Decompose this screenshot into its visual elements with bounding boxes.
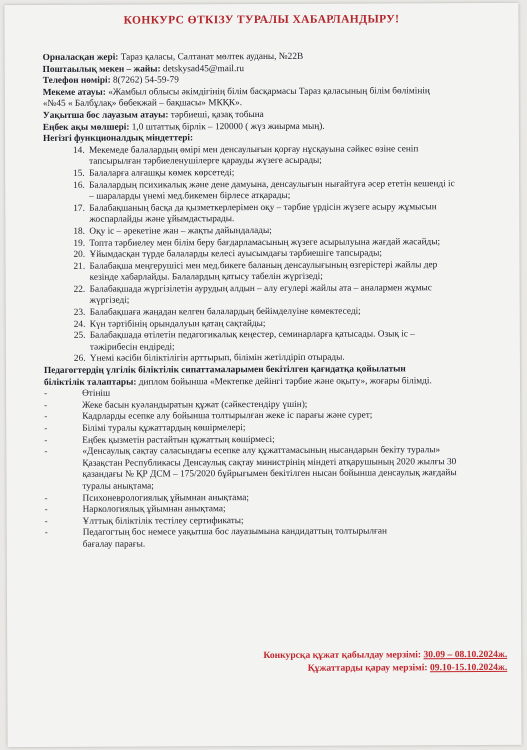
document-sheet [4, 3, 521, 747]
list-dash: - [44, 505, 48, 516]
duty-number: 20. [73, 249, 86, 260]
deadline-review-label: Құжаттарды қарау мерзімі: [307, 662, 430, 674]
duty-number: 15. [73, 168, 85, 179]
duty-text: Балабақшада өтілетін педагогикалық кеңестер, семинарларға қатысады. Озық іс – [89, 329, 415, 342]
duty-text: Балаларға алғашқы көмек көрсетеді; [89, 168, 235, 179]
duty-text: кезінде хабарлайды. Балалардың қатысу табелін жүргізеді; [89, 272, 323, 284]
duty-text: Топта тәрбиелеу мен білім беру бағдарламасының жүзеге асырылуына жағдай жасайды; [89, 236, 441, 249]
list-dash: - [44, 400, 48, 411]
duty-text: Оқу іс – әрекетіне жан – жақты дайындалады; [89, 225, 272, 237]
deadline-accept-date: 30.09 – 08.10.2024ж. [423, 648, 508, 661]
info-label: Уақытша бос лауазым атауы: [42, 110, 169, 121]
duty-number: 23. [73, 307, 86, 318]
duty-item [43, 178, 509, 203]
info-value: тәрбиеші, қазақ тобына [168, 109, 264, 121]
list-dash: - [44, 435, 48, 446]
list-dash: - [44, 516, 48, 527]
document-text: туралы анықтама; [82, 481, 154, 492]
list-dash: - [44, 423, 48, 434]
document-item [44, 445, 510, 493]
duty-item [44, 329, 510, 354]
documents-list [44, 387, 511, 551]
info-block [43, 51, 509, 146]
duty-text: Балабақшаға жаңадан келген балалардың бейімделуіне көмектеседі; [89, 306, 361, 318]
document-text: Жеке басын куәландыратын құжат (сәйкестендіру үшін); [82, 399, 308, 411]
duty-number: 24. [73, 319, 86, 330]
info-label: Телефон нөмірі: [42, 75, 111, 87]
info-label: Мекеме атауы: [42, 87, 106, 98]
document-text: Ұлттық біліктілік тестілеу сертификаты; [82, 515, 244, 527]
list-dash: - [44, 493, 48, 504]
page-title: КОНКУРС ӨТКІЗУ ТУРАЛЫ ХАБАРЛАНДЫРУ! [123, 13, 400, 27]
info-value: Тараз қаласы, Салтанат мөлтек ауданы, №22В [118, 51, 304, 63]
duty-number: 26. [73, 354, 86, 365]
document-item [45, 526, 511, 551]
duty-text: Балалардың психикалық және дене дамуына, денсаулығын нығайтуға әсер ететін кешенді іс [89, 178, 455, 191]
deadline-accept [177, 649, 507, 661]
duty-item [44, 352, 510, 366]
document-body [43, 51, 511, 552]
deadline-review [177, 662, 507, 674]
info-label: Негізгі функционалдық міндеттері: [42, 133, 194, 145]
duty-text: Балабақша меңгерушісі мен мед.бикеге баланың денсаулығының өзгерістері жайлы дер [89, 259, 438, 272]
document-text: Педагогтың бос немесе уақытша бос лауазымына кандидаттың толтырылған [82, 526, 387, 539]
document-text: Наркологиялық ұйымнан анықтама; [82, 504, 226, 515]
duties-list [43, 144, 510, 366]
info-value: «№45 « Балбұлақ» бөбекжай – бақшасы» МКҚК». [42, 98, 243, 110]
duty-text: – шараларды үнемі мед.бикемен бірлесе атқарады; [89, 191, 291, 202]
duty-item [44, 283, 510, 308]
list-dash: - [44, 528, 48, 539]
duty-number: 17. [73, 203, 85, 214]
deadline-accept-label: Конкурсқа құжат қабылдау мерзімі: [263, 649, 424, 662]
document-text: Білімі туралы құжаттардың көшірмелері; [82, 423, 246, 434]
duty-text: Мекемеде балалардың өмірі мен денсаулығын қорғау нұсқауына сәйкес өзіне сеніп [88, 144, 419, 156]
duty-text: Балабақшада жүргізілетін аурудың алдын – алу егулері жайлы ата – аналармен жұмыс [89, 283, 432, 295]
duty-number: 16. [73, 180, 85, 191]
document-text: Кадрларды есепке алу бойынша толтырылған жеке іс парағы және сурет; [82, 410, 373, 423]
duty-text: жүргізеді; [89, 296, 130, 307]
document-text: бағалау парағы. [82, 539, 146, 550]
duty-number: 19. [73, 238, 86, 249]
info-value: 1,0 штаттық бірлік – 120000 ( жүз жиырма мың). [129, 121, 325, 133]
document-text: қазандағы № ҚР ДСМ – 175/2020 бұйрығымен бекітілген нысан бойынша денсаулық жағдайы [82, 468, 457, 481]
document-text: Еңбек қызметін растайтын құжаттың көшірмесі; [82, 434, 275, 446]
document-text: «Денсаулық сақтау саласындағы есепке алу құжаттамасының нысандарын бекіту туралы» [82, 445, 441, 457]
duty-text: Ұйымдасқан түрде балаларды келесі ауысымдағы тәрбиешіге тапсырады; [89, 248, 382, 260]
duty-text: жоспарлайды және ұйымдастырады. [89, 214, 235, 226]
info-label: Поштаылық мекен – жайы: [42, 64, 161, 75]
list-dash: - [44, 389, 48, 400]
duty-text: Күн тәртібінің орындалуын қатаң сақтайды; [89, 318, 266, 330]
list-dash: - [44, 412, 48, 423]
info-label: Еңбек ақы мөлшері: [42, 122, 130, 133]
duty-number: 14. [72, 145, 85, 156]
info-value: detskysad45@mail.ru [160, 63, 245, 75]
duty-item [43, 202, 509, 227]
deadline-review-date: 09.10-15.10.2024ж. [429, 661, 508, 674]
duty-number: 18. [73, 226, 86, 237]
duty-text: Балабақшаның басқа да қызметкерлерімен оқу – тәрбие үрдісін жүзеге асыру жұмысын [89, 201, 437, 214]
info-value: «Жамбыл облысы әкімдігінің білім басқармасы Тараз қаласының білім бөлімінің [105, 86, 430, 98]
duty-text: тапсырылған тәрбиеленушілерге қарауды жүзеге асырады; [89, 156, 322, 168]
duty-number: 25. [73, 331, 86, 342]
duty-text: Үнемі кәсіби біліктілігін арттырып, білімін жетілдіріп отырады. [89, 353, 345, 365]
duty-number: 21. [73, 261, 86, 272]
requirements-value: диплом бойынша «Мектепке дейінгі тәрбие және оқыту», жоғары білімді. [136, 375, 432, 388]
duty-item [43, 144, 509, 169]
document-text: Өтініш [82, 388, 111, 400]
duty-number: 22. [73, 284, 86, 295]
info-value: 8(7262) 54-59-79 [110, 75, 179, 86]
duty-text: тәжірибесін ендіреді; [89, 342, 175, 353]
document-text: Қазақстан Республикасы Денсаулық сақтау министрінің міндеті атқарушының 2020 жылғы 30 [82, 456, 457, 469]
requirements-label-2: біліктілік талаптары: [44, 377, 137, 388]
document-text: Психоневрологиялық ұйымнан анықтама; [82, 492, 249, 504]
requirements-label-1: Педагогтердің үлгілік біліктілік сипаттамаларымен бекітілген қағидатқа қойылатын [43, 364, 406, 376]
info-label: Орналасқан жері: [42, 52, 119, 63]
duty-item [44, 260, 510, 285]
list-dash: - [44, 447, 48, 458]
